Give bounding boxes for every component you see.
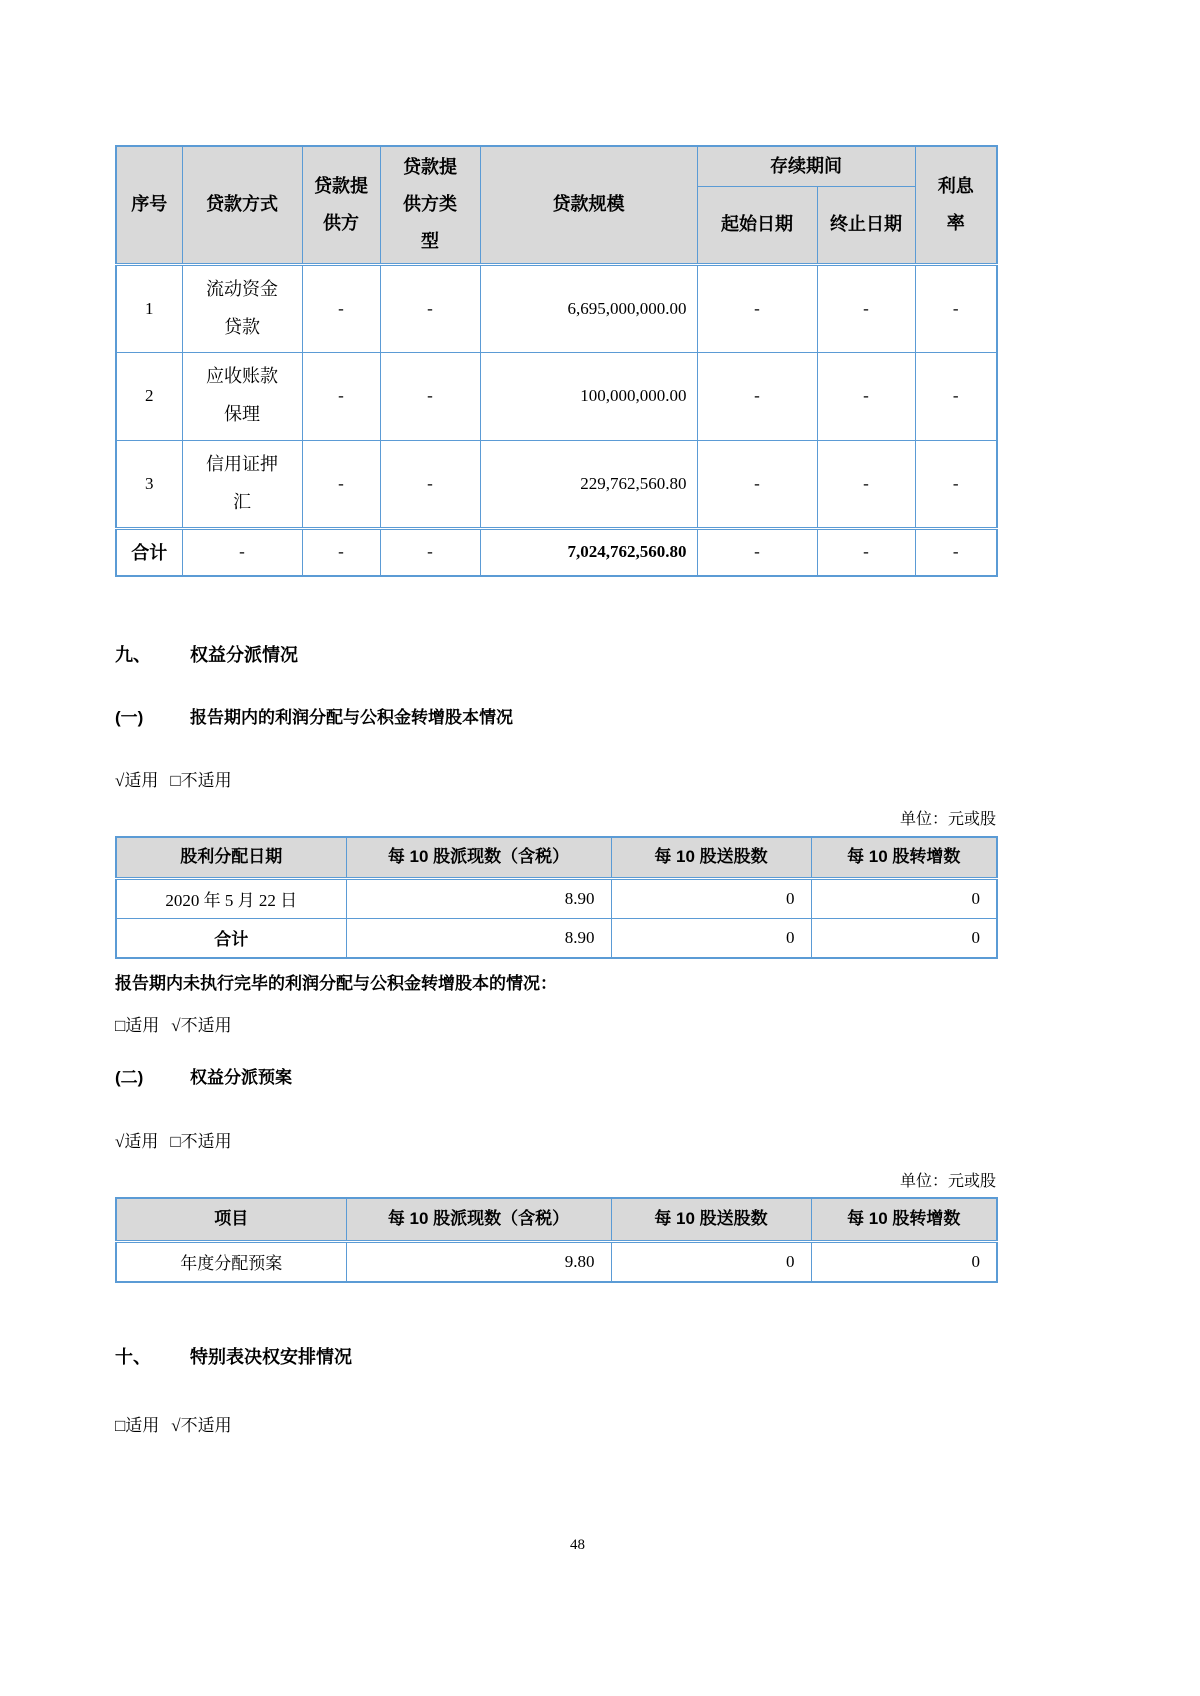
section-10-heading [115, 1343, 352, 1369]
plan-header-row [116, 1198, 997, 1241]
loan-cell-interest-rate: - [915, 440, 997, 528]
checkbox-not-applicable: □不适用 [170, 771, 232, 790]
loan-cell-seq: 1 [116, 264, 182, 352]
sub-2-title: 权益分派预案 [190, 1068, 292, 1087]
dividend-total-cash: 8.90 [346, 918, 611, 958]
plan-table [115, 1197, 998, 1283]
loan-total-scale: 7,024,762,560.80 [480, 528, 697, 576]
loan-total-end-date: - [817, 528, 915, 576]
loan-cell-start-date: - [697, 352, 817, 440]
loan-total-label: 合计 [116, 528, 182, 576]
checkbox-applicable: □适用 [115, 1416, 160, 1435]
note-applicability [115, 1011, 232, 1036]
loan-cell-end-date: - [817, 440, 915, 528]
loan-cell-provider: - [302, 440, 380, 528]
plan-cell-transfer: 0 [811, 1241, 997, 1282]
loan-cell-provider-type: - [380, 352, 480, 440]
loan-total-provider: - [302, 528, 380, 576]
loan-cell-interest-rate: - [915, 352, 997, 440]
loan-cell-seq: 3 [116, 440, 182, 528]
dividend-cell-transfer: 0 [811, 878, 997, 918]
section-10-title: 特别表决权安排情况 [190, 1347, 352, 1367]
loan-cell-method: 信用证押汇 [182, 440, 302, 528]
loan-cell-seq: 2 [116, 352, 182, 440]
unexecuted-distribution-note: 报告期内未执行完毕的利润分配与公积金转增股本的情况： [115, 974, 557, 993]
loan-total-interest-rate: - [915, 528, 997, 576]
sub-1-title: 报告期内的利润分配与公积金转增股本情况 [190, 708, 513, 727]
dividend-row [116, 878, 997, 918]
unit-note-2: 单位：元或股 [899, 1173, 996, 1190]
loan-table [115, 145, 998, 577]
plan-header-item: 项目 [116, 1198, 346, 1241]
plan-header-transfer: 每 10 股转增数 [811, 1198, 997, 1241]
page-number: 48 [570, 1537, 585, 1553]
dividend-total-label: 合计 [116, 918, 346, 958]
loan-header-start-date: 起始日期 [697, 186, 817, 264]
plan-table-container [115, 1197, 998, 1283]
section-9-title: 权益分派情况 [190, 645, 298, 665]
section-9-sub-1-heading [115, 703, 513, 728]
plan-cell-cash: 9.80 [346, 1241, 611, 1282]
loan-header-scale: 贷款规模 [480, 146, 697, 264]
loan-cell-scale: 229,762,560.80 [480, 440, 697, 528]
dividend-header-bonus: 每 10 股送股数 [611, 837, 811, 878]
loan-total-start-date: - [697, 528, 817, 576]
dividend-table [115, 836, 998, 959]
loan-cell-provider: - [302, 352, 380, 440]
loan-total-method: - [182, 528, 302, 576]
checkbox-applicable: √适用 [115, 771, 159, 790]
loan-header-provider: 贷款提供方 [302, 146, 380, 264]
section-9-sub-2-heading [115, 1063, 292, 1088]
sub-2-number: (二) [115, 1068, 144, 1087]
loan-cell-provider-type: - [380, 264, 480, 352]
dividend-total-transfer: 0 [811, 918, 997, 958]
loan-cell-provider-type: - [380, 440, 480, 528]
sub-2-applicability [115, 1127, 232, 1152]
loan-cell-provider: - [302, 264, 380, 352]
loan-cell-interest-rate: - [915, 264, 997, 352]
loan-cell-end-date: - [817, 352, 915, 440]
loan-header-duration: 存续期间 [697, 146, 915, 186]
loan-cell-method: 流动资金贷款 [182, 264, 302, 352]
dividend-cell-bonus: 0 [611, 878, 811, 918]
dividend-total-bonus: 0 [611, 918, 811, 958]
sub-1-number: (一) [115, 708, 144, 727]
plan-header-bonus: 每 10 股送股数 [611, 1198, 811, 1241]
dividend-header-date: 股利分配日期 [116, 837, 346, 878]
loan-table-row [116, 352, 997, 440]
loan-table-container [115, 145, 998, 577]
section-9-number: 九、 [115, 645, 151, 665]
dividend-header-cash: 每 10 股派现数（含税） [346, 837, 611, 878]
loan-total-provider-type: - [380, 528, 480, 576]
plan-row [116, 1241, 997, 1282]
loan-cell-method: 应收账款保理 [182, 352, 302, 440]
loan-cell-scale: 6,695,000,000.00 [480, 264, 697, 352]
loan-cell-start-date: - [697, 440, 817, 528]
checkbox-not-applicable: √不适用 [171, 1016, 232, 1035]
checkbox-applicable: √适用 [115, 1132, 159, 1151]
unit-note-1: 单位：元或股 [899, 811, 996, 828]
dividend-cell-date: 2020 年 5 月 22 日 [116, 878, 346, 918]
sub-1-applicability [115, 766, 232, 791]
dividend-total-row [116, 918, 997, 958]
dividend-header-row [116, 837, 997, 878]
loan-cell-scale: 100,000,000.00 [480, 352, 697, 440]
dividend-header-transfer: 每 10 股转增数 [811, 837, 997, 878]
section-9-heading [115, 641, 298, 667]
loan-header-interest-rate: 利息率 [915, 146, 997, 264]
loan-table-row [116, 264, 997, 352]
checkbox-not-applicable: √不适用 [171, 1416, 232, 1435]
loan-header-method: 贷款方式 [182, 146, 302, 264]
loan-header-seq: 序号 [116, 146, 182, 264]
checkbox-not-applicable: □不适用 [170, 1132, 232, 1151]
section-10-applicability [115, 1411, 232, 1436]
section-10-number: 十、 [115, 1347, 151, 1367]
plan-cell-item: 年度分配预案 [116, 1241, 346, 1282]
loan-table-total-row [116, 528, 997, 576]
plan-cell-bonus: 0 [611, 1241, 811, 1282]
plan-header-cash: 每 10 股派现数（含税） [346, 1198, 611, 1241]
loan-cell-start-date: - [697, 264, 817, 352]
dividend-cell-cash: 8.90 [346, 878, 611, 918]
loan-table-header-row-1 [116, 146, 997, 186]
dividend-table-container [115, 836, 998, 959]
loan-header-end-date: 终止日期 [817, 186, 915, 264]
loan-table-row [116, 440, 997, 528]
loan-header-provider-type: 贷款提供方类型 [380, 146, 480, 264]
checkbox-applicable: □适用 [115, 1016, 160, 1035]
loan-cell-end-date: - [817, 264, 915, 352]
